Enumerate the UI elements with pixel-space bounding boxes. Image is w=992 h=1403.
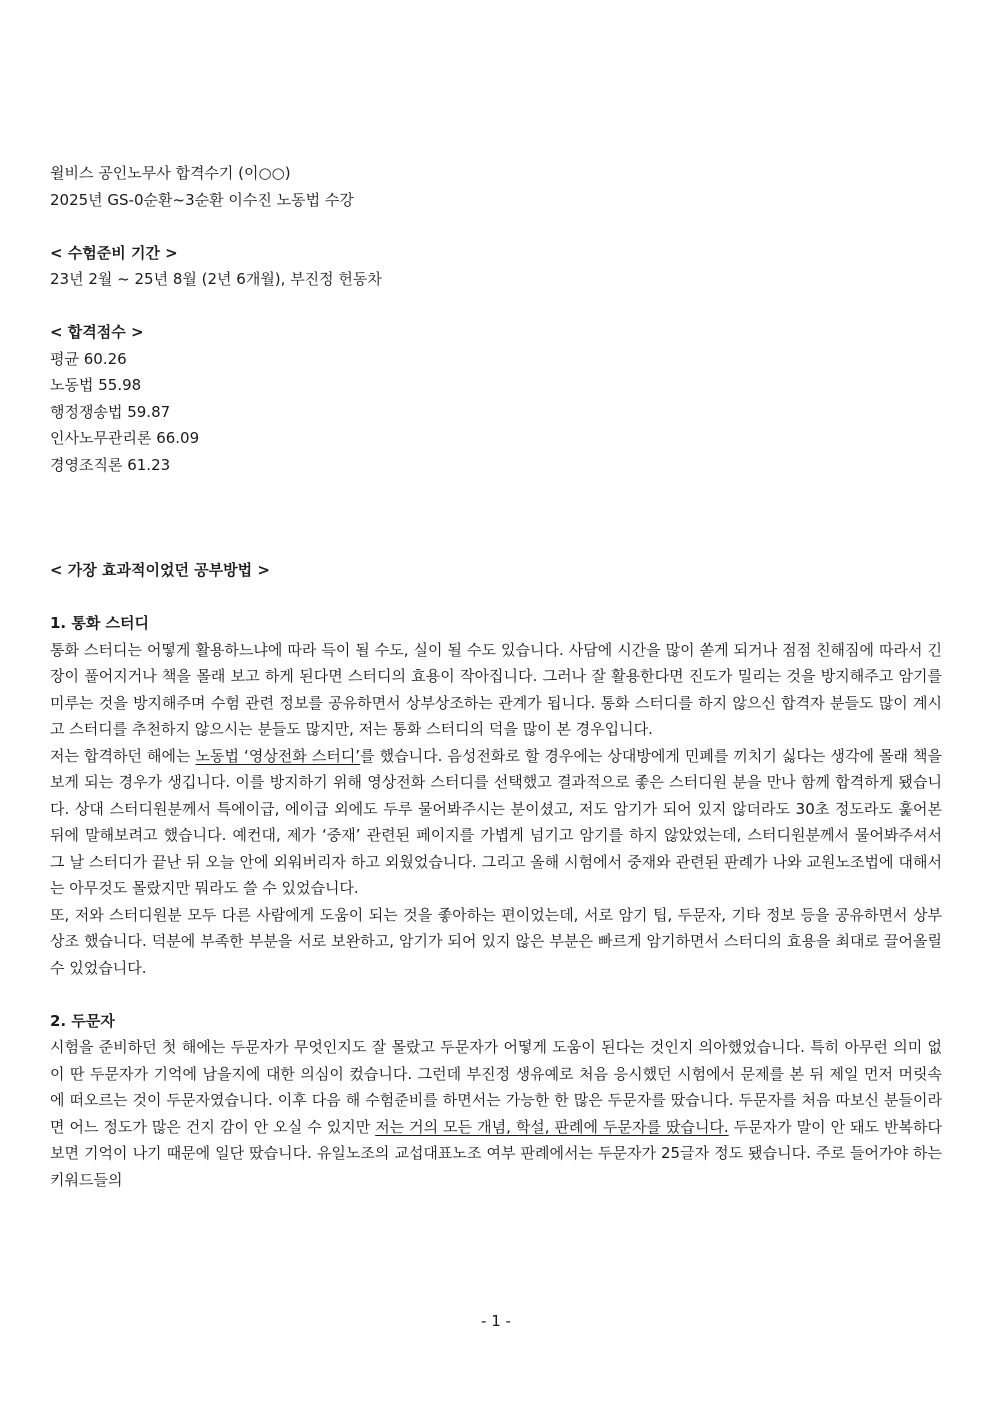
section-2-paragraph-1 (50, 1034, 942, 1193)
section-2-title: 2. 두문자 (50, 1011, 115, 1030)
page-number: - 1 - (481, 1312, 511, 1330)
score-administrative-litigation: 행정쟁송법 59.87 (50, 402, 171, 421)
section-1-title: 1. 통화 스터디 (50, 614, 150, 632)
paragraph-text: 두문자가 말이 안 돼도 반복하다보면 기억이 나기 때문에 일단 땄습니다. 유일노조의 교섭대표노조 여부 판례에서는 두문자가 25글자 정도 됐습니다. 주로 들어가야 하는 키워드들의 (50, 1117, 942, 1189)
underlined-phrase: 저는 거의 모든 개념, 학설, 판례에 두문자를 땄습니다. (375, 1117, 729, 1136)
underlined-phrase: 노동법 ‘영상전화 스터디’ (195, 746, 361, 765)
score-labor-law: 노동법 55.98 (50, 376, 142, 394)
section-1-paragraph-1: 통화 스터디는 어떻게 활용하느냐에 따라 득이 될 수도, 실이 될 수도 있습니다. 사담에 시간을 많이 쏟게 되거나 점점 친해짐에 따라서 긴장이 풀어지거나 책을 몰래 보고 하게 된다면 스터디의 효용이 작아집니다. 그러나 잘 활용한다면 진도가 밀리는 것을 방지해주고 암기를 미루는 것을 방지해주며 수험 관련 정보를 공유하면서 상부상조하는 관계가 됩니다. 통화 스터디를 하지 않으신 합격자 분들도 많이 계시고 스터디를 추천하지 않으시는 분들도 많지만, 저는 통화 스터디의 덕을 많이 본 경우입니다. (50, 640, 942, 738)
section-1-paragraph-3: 또, 저와 스터디원분 모두 다른 사람에게 도움이 되는 것을 좋아하는 편이었는데, 서로 암기 팁, 두문자, 기타 정보 등을 공유하면서 상부상조 했습니다. 덕분에 부족한 부분을 서로 보완하고, 암기가 되어 있지 않은 부분은 빠르게 암기하면서 스터디의 효용을 최대로 끌어올릴 수 있었습니다. (50, 905, 942, 977)
document-body (50, 160, 942, 1193)
paragraph-text: 시험을 준비하던 첫 해에는 두문자가 무엇인지도 잘 몰랐고 두문자가 어떻게 도움이 된다는 것인지 의아했었습니다. 특히 아무런 의미 없이 딴 두문자가 기억에 남을지에 대한 의심이 컸습니다. 그런데 부진정 생유예로 처음 응시했던 시험에서 문제를 본 뒤 제일 먼저 머릿속에 떠오르는 것이 두문자였습니다. 이후 다음 해 수험준비를 하면서는 가능한 한 많은 두문자를 땄습니다. 두문자를 처음 따보신 분들이라면 어느 정도가 많은 건지 감이 안 오실 수 있지만 (50, 1038, 942, 1136)
prep-period-heading: < 수험준비 기간 > (50, 243, 178, 262)
document-title: 윌비스 공인노무사 합격수기 (이○○) (50, 164, 291, 182)
course-info: 2025년 GS-0순환~3순환 이수진 노동법 수강 (50, 190, 354, 209)
score-organization: 경영조직론 61.23 (50, 455, 171, 474)
prep-period-value: 23년 2월 ~ 25년 8월 (2년 6개월), 부진정 헌동차 (50, 270, 382, 288)
paragraph-text: 를 했습니다. 음성전화로 할 경우에는 상대방에게 민폐를 끼치기 싫다는 생각에 몰래 책을 보게 되는 경우가 생깁니다. 이를 방지하기 위해 영상전화 스터디를 선택했고 결과적으로 좋은 스터디원 분을 만나 함께 합격하게 됐습니다. 상대 스터디원분께서 특에이급, 에이급 외에도 두루 물어봐주시는 분이셨고, 저도 암기가 되어 있지 않더라도 30초 정도라도 훑어본 뒤에 말해보려고 했습니다. 예컨대, 제가 ‘중재’ 관련된 페이지를 가볍게 넘기고 암기를 하지 않았었는데, 스터디원분께서 물어봐주셔서 그 날 스터디가 끝난 뒤 오늘 안에 외워버리자 하고 외웠었습니다. 그리고 올해 시험에서 중재와 관련된 판례가 나와 교원노조법에 대해서는 아무것도 몰랐지만 뭐라도 쓸 수 있었습니다. (50, 746, 942, 897)
method-heading: < 가장 효과적이었던 공부방법 > (50, 561, 270, 579)
paragraph-text: 저는 합격하던 해에는 (50, 746, 196, 765)
score-average: 평균 60.26 (50, 349, 127, 368)
score-hr-management: 인사노무관리론 66.09 (50, 429, 200, 447)
section-1-paragraph-2 (50, 743, 942, 902)
scores-heading: < 합격점수 > (50, 323, 144, 341)
